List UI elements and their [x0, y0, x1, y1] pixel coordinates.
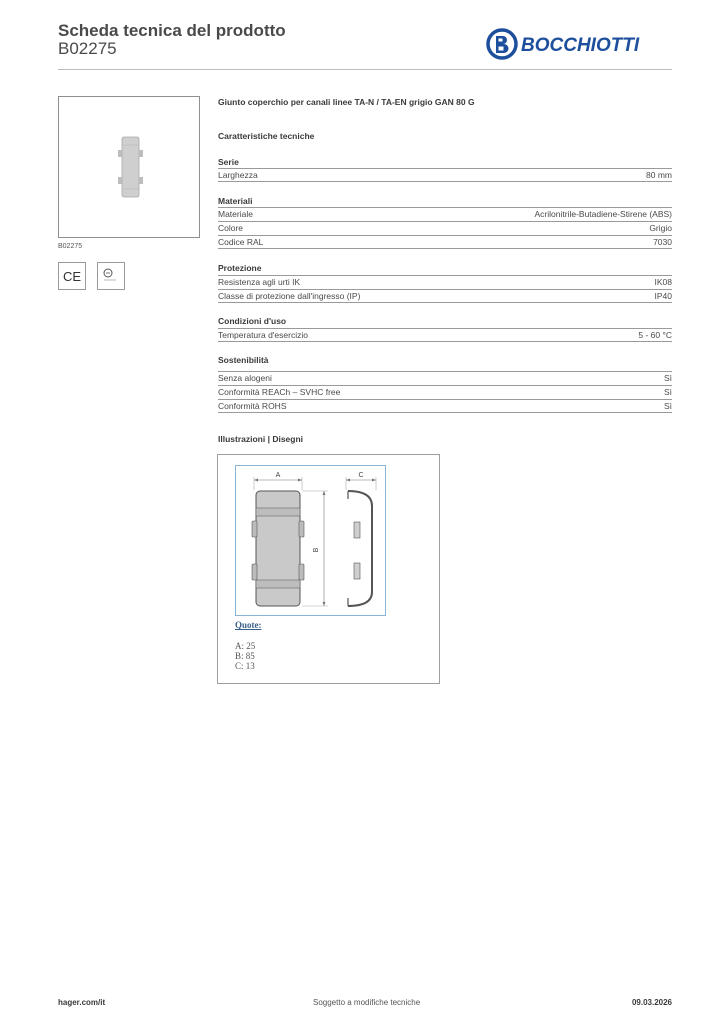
- spec-row: [218, 289, 672, 303]
- spec-row: [218, 385, 672, 399]
- section-condizioni-title: Condizioni d'uso: [218, 316, 287, 326]
- spec-value: Acrilonitrile-Butadiene-Stirene (ABS): [534, 209, 672, 219]
- spec-row: [218, 221, 672, 235]
- section-sostenibilita-title: Sostenibilità: [218, 355, 269, 365]
- section-materiali-title: Materiali: [218, 196, 253, 206]
- bocchiotti-b-icon: [488, 30, 516, 58]
- product-photo: [59, 97, 199, 237]
- spec-value: Grigio: [649, 223, 672, 233]
- illustrations-title: Illustrazioni | Disegni: [218, 434, 304, 444]
- spec-row: [218, 235, 672, 249]
- spec-key: Conformità REACh – SVHC free: [218, 387, 341, 397]
- spec-row: [218, 371, 672, 385]
- product-name: Giunto coperchio per canali linee TA-N / TA-EN grigio GAN 80 G: [218, 97, 475, 107]
- ce-mark-icon: [58, 262, 86, 290]
- spec-key: Codice RAL: [218, 237, 264, 247]
- spec-key: Colore: [218, 223, 244, 233]
- bocchiotti-logo: [486, 28, 670, 60]
- footer-website-link[interactable]: hager.com/it: [58, 998, 106, 1007]
- footer-date: 09.03.2026: [631, 998, 672, 1007]
- spec-row: [218, 168, 672, 182]
- technical-drawing-box: [217, 454, 440, 684]
- svg-text:CE: CE: [62, 269, 82, 284]
- footer-note: Soggetto a modifiche tecniche: [313, 998, 421, 1007]
- spec-key: Materiale: [218, 209, 253, 219]
- section-protezione-title: Protezione: [218, 263, 262, 273]
- spec-value: Sì: [663, 373, 672, 383]
- technical-drawing-frame: [235, 465, 386, 616]
- spec-key: Classe di protezione dall'ingresso (IP): [218, 291, 361, 301]
- product-code-header: B02275: [58, 39, 117, 58]
- technical-drawing: [236, 466, 384, 614]
- dimension-c-value: C: 13: [235, 661, 255, 671]
- spec-value: Sì: [663, 401, 672, 411]
- spec-value: IK08: [654, 277, 672, 287]
- product-image-caption: B02275: [58, 243, 83, 250]
- dimension-a-label: A: [275, 472, 281, 479]
- spec-key: Senza alogeni: [218, 373, 272, 383]
- dimensions-heading: Quote:: [235, 620, 262, 630]
- spec-value: 80 mm: [646, 170, 672, 180]
- product-image: [58, 96, 200, 238]
- spec-key: Temperatura d'esercizio: [218, 330, 308, 340]
- spec-key: Conformità ROHS: [218, 401, 287, 411]
- dimension-c-label: C: [358, 472, 364, 479]
- spec-value: Sì: [663, 387, 672, 397]
- header-divider: [58, 69, 672, 70]
- spec-key: Resistenza agli urti IK: [218, 277, 301, 287]
- dimension-a-value: A: 25: [235, 641, 256, 651]
- spec-value: IP40: [654, 291, 672, 301]
- spec-value: 7030: [653, 237, 672, 247]
- page-title: Scheda tecnica del prodotto: [58, 21, 286, 40]
- spec-row: [218, 275, 672, 289]
- spec-value: 5 - 60 °C: [638, 330, 672, 340]
- spec-key: Larghezza: [218, 170, 258, 180]
- spec-row: [218, 399, 672, 413]
- dimension-b-label: B: [313, 547, 320, 553]
- section-serie-title: Serie: [218, 157, 239, 167]
- spec-row: [218, 207, 672, 221]
- imq-mark-icon: [97, 262, 125, 290]
- specs-heading: Caratteristiche tecniche: [218, 131, 315, 141]
- spec-row: [218, 328, 672, 342]
- logo-wordmark: BOCCHIOTTI: [521, 35, 640, 56]
- dimension-b-value: B: 85: [235, 651, 255, 661]
